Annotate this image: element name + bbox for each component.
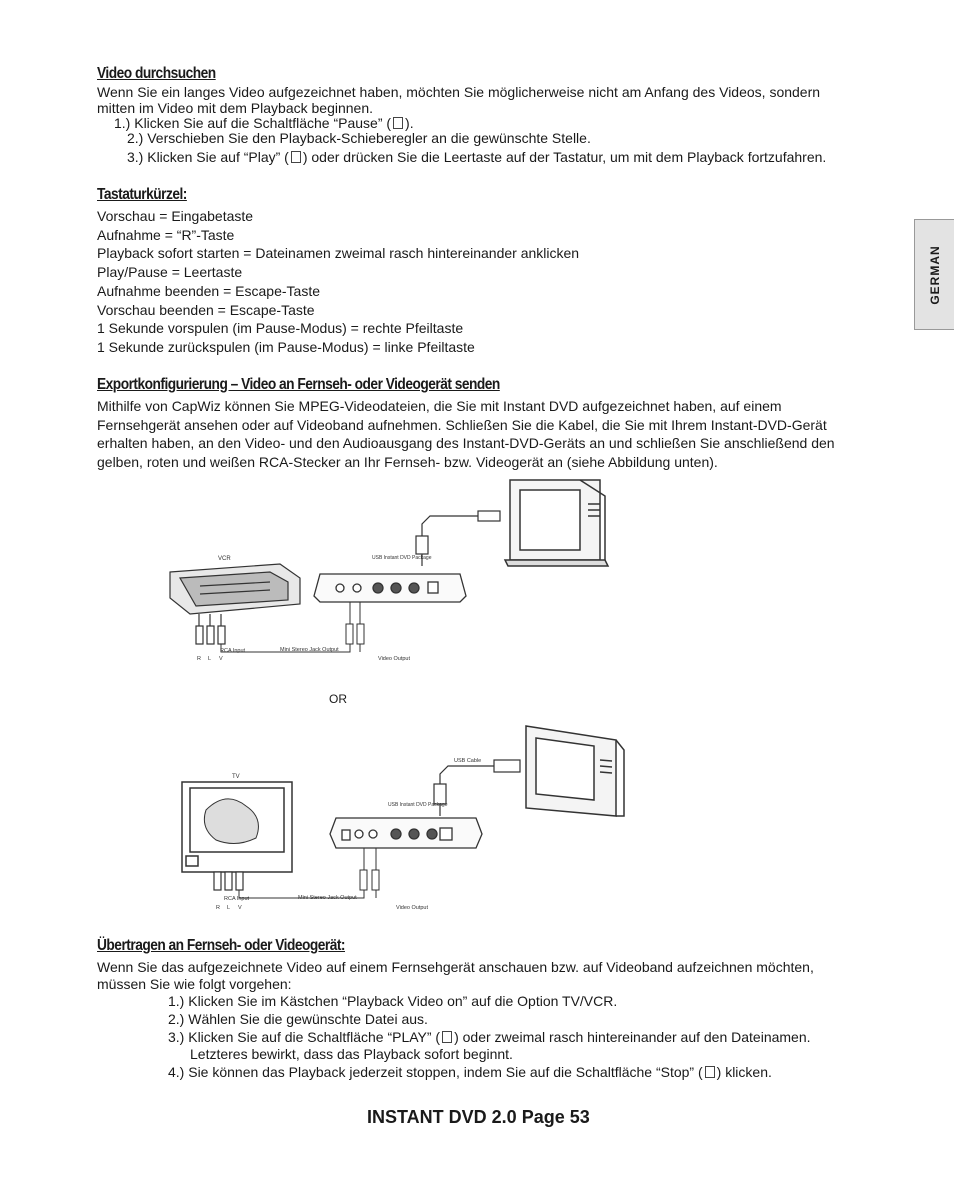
section-title-video-durchsuchen: Video durchsuchen [97, 65, 216, 82]
mini-jack-label: Mini Stereo Jack Output [298, 895, 357, 901]
rca-plugs-icon [214, 872, 243, 890]
paragraph-line: müssen Sie wie folgt vorgehen: [97, 976, 292, 992]
play-button-icon [291, 151, 301, 163]
shortcut-line: Vorschau beenden = Escape-Taste [97, 301, 315, 318]
video-output-label: Video Output [378, 656, 411, 662]
language-tab-label: GERMAN [928, 244, 942, 305]
shortcut-line: Aufnahme beenden = Escape-Taste [97, 282, 320, 299]
vcr-connection-diagram [160, 474, 620, 666]
v-label: V [219, 656, 223, 662]
stop-button-icon [705, 1066, 715, 1078]
paragraph-line: erhalten haben, an den Video- und den Audioausgang des Instant-DVD-Geräts an und schließen Sie anschließend den [97, 435, 835, 452]
mini-jack-label: Mini Stereo Jack Output [280, 647, 339, 653]
list-item-continuation: Letzteres bewirkt, dass das Playback sofort beginnt. [190, 1046, 513, 1062]
list-item-text: 1.) Klicken Sie auf die Schaltfläche “Pause” ( [114, 115, 392, 131]
list-item: 2.) Verschieben Sie den Playback-Schieberegler an die gewünschte Stelle. [127, 130, 591, 146]
video-output-label: Video Output [396, 905, 429, 911]
computer-monitor-icon [505, 480, 608, 566]
list-item-text: ) klicken. [716, 1064, 772, 1080]
section-title-tastaturkuerzel: Tastaturkürzel: [97, 186, 187, 203]
shortcut-line: Vorschau = Eingabetaste [97, 208, 254, 224]
instant-dvd-device-icon [314, 574, 466, 602]
v-label: V [238, 905, 242, 911]
shortcut-list [97, 207, 579, 357]
list-item-text: ) oder drücken Sie die Leertaste auf der Tastatur, um mit dem Playback fortzufahren. [302, 149, 827, 165]
or-label: OR [329, 692, 347, 706]
shortcut-line: 1 Sekunde zurückspulen (im Pause-Modus) = linke Pfeiltaste [97, 338, 475, 355]
rca-input-label: RCA Input [220, 648, 246, 654]
paragraph-line: Mithilfe von CapWiz können Sie MPEG-Videodateien, die Sie mit Instant DVD aufgezeichnet haben, auf einem [97, 398, 782, 414]
rca-input-label: RCA Input [224, 896, 250, 902]
play-button-icon [442, 1031, 452, 1043]
vcr-label: VCR [218, 556, 231, 562]
page-footer: INSTANT DVD 2.0 Page 53 [367, 1107, 590, 1127]
device-label: USB Instant DVD Package [388, 802, 448, 808]
shortcut-line: 1 Sekunde vorspulen (im Pause-Modus) = rechte Pfeiltaste [97, 320, 464, 337]
list-item-text: 3.) Klicken Sie auf die Schaltfläche “PLAY” ( [168, 1029, 441, 1045]
computer-monitor-icon [526, 726, 624, 816]
paragraph-line: Wenn Sie ein langes Video aufgezeichnet haben, möchten Sie möglicherweise nicht am Anfang des Videos, sondern [97, 84, 821, 100]
vcr-icon [170, 564, 300, 614]
list-item [127, 148, 826, 167]
list-item [168, 1063, 772, 1082]
shortcut-line: Play/Pause = Leertaste [97, 264, 243, 281]
pause-button-icon [393, 117, 403, 129]
list-item-text: ). [405, 115, 414, 131]
paragraph-line: gelben, roten und weißen RCA-Stecker an Ihr Fernseh- bzw. Videogerät an (siehe Abbildung unten). [97, 454, 718, 471]
device-label: USB Instant DVD Package [372, 555, 432, 561]
list-item: 2.) Wählen Sie die gewünschte Datei aus. [168, 1011, 428, 1027]
list-item-text: ) oder zweimal rasch hintereinander auf den Dateinamen. [454, 1029, 811, 1045]
instant-dvd-device-icon [330, 818, 482, 848]
paragraph-line: mitten im Video mit dem Playback beginnen. [97, 100, 373, 116]
paragraph-line: Wenn Sie das aufgezeichnete Video auf einem Fernsehgerät anschauen bzw. auf Videoband aufzeichnen möchten, [97, 959, 814, 975]
l-label: L [208, 656, 212, 662]
section-title-exportkonfigurierung: Exportkonfigurierung – Video an Fernseh- oder Videogerät senden [97, 376, 500, 393]
l-label: L [227, 905, 231, 911]
list-item-text: 4.) Sie können das Playback jederzeit stoppen, indem Sie auf die Schaltfläche “Stop” ( [168, 1064, 703, 1080]
tv-label: TV [232, 774, 240, 780]
r-label: R [197, 656, 201, 662]
usb-cable-label: USB Cable [454, 758, 482, 764]
section-title-uebertragen: Übertragen an Fernseh- oder Videogerät: [97, 937, 346, 954]
list-item-text: 3.) Klicken Sie auf “Play” ( [127, 149, 289, 165]
language-tab [914, 219, 954, 330]
shortcut-line: Playback sofort starten = Dateinamen zweimal rasch hintereinander anklicken [97, 245, 580, 262]
list-item [168, 1028, 811, 1047]
tv-connection-diagram [176, 720, 626, 914]
paragraph-line: Fernsehgerät ansehen oder auf Videoband aufnehmen. Schließen Sie die Kabel, die Sie mit Ihrem Instant-DVD-Gerät [97, 416, 827, 433]
r-label: R [216, 905, 220, 911]
tv-icon [182, 782, 292, 872]
export-paragraph [97, 397, 835, 472]
shortcut-line: Aufnahme = “R”-Taste [97, 226, 235, 243]
list-item: 1.) Klicken Sie im Kästchen “Playback Video on” auf die Option TV/VCR. [168, 993, 618, 1009]
rca-plugs-icon [196, 614, 225, 644]
